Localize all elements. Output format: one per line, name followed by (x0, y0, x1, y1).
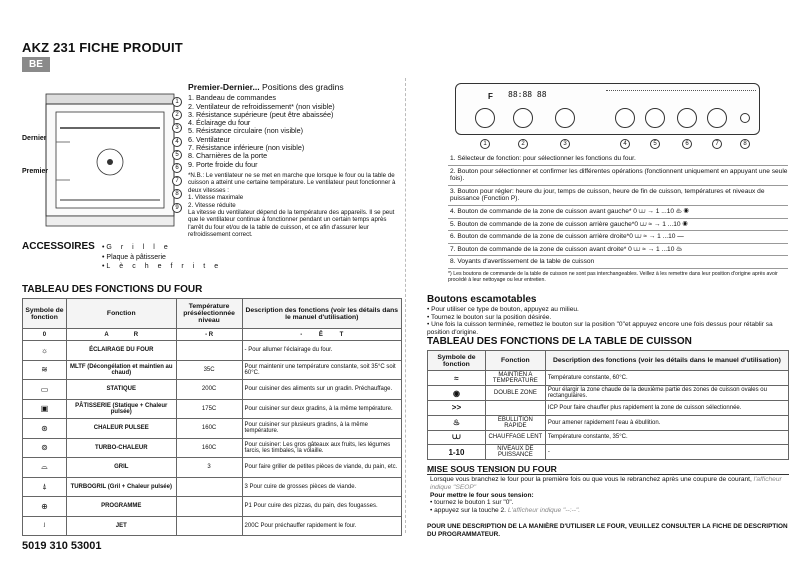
mise-rule (427, 474, 789, 475)
function-description: - Pour allumer l'éclairage du four. (242, 341, 401, 361)
function-description: P1 Pour cuire des pizzas, du pain, des fougasses. (242, 497, 401, 517)
speed-item: 2. Vitesse réduite (188, 201, 236, 209)
slow-heat-icon: ⩊ (452, 432, 461, 442)
boutons-title: Boutons escamotables (427, 294, 537, 305)
boutons-list: • Pour utiliser ce type de bouton, appuyez au milieu. • Tournez le bouton sur la position désirée. • Une fois la cuisson terminée, remettez le bouton sur la position "0"et appuyez encore une fois dessus pour rétablir sa position d'origine. (427, 306, 773, 336)
function-description: Pour cuisiner: Les gros gâteaux aux fruits, les légumes farcis, les timbales, la volaille. (242, 438, 401, 458)
oven-diagram (40, 92, 180, 232)
component-item: 1. Bandeau de commandes (188, 93, 276, 103)
label-dernier: Dernier (22, 135, 47, 142)
accessory-item: Plaque à pâtisserie (106, 253, 166, 261)
knob-number: 3 (560, 139, 570, 149)
table-row (23, 399, 402, 419)
function-name: TURBOGRIL (Gril + Chaleur pulsée) (66, 477, 176, 497)
component-item: 9. Porte froide du four (188, 159, 258, 169)
function-description: Pour cuisiner sur plusieurs gradins, à la même température. (242, 419, 401, 439)
component-item: 6. Ventilateur (188, 134, 230, 144)
function-name: GRIL (66, 458, 176, 478)
knob-5[interactable] (645, 108, 665, 128)
table-row (23, 458, 402, 478)
oven-table-title: TABLEAU DES FONCTIONS DU FOUR (22, 284, 203, 295)
bouton-item: Une fois la cuisson terminée, remettez le bouton sur la position "0"et appuyez encore une fois dessus pour rétablir sa position d'origine. (427, 321, 773, 336)
speed-note: La vitesse du ventilateur dépend de la température des appareils. Il se peut que le ventilateur continue à fonctionner pendant un certain temps après l'arrêt du four et/ou de la table de cuisson, et ce afin d'assurer leur refroidissement correct. (188, 209, 395, 239)
function-description: Température constante, 35°C. (545, 430, 788, 445)
component-list (188, 94, 400, 169)
positions-heading: Premier-Dernier... Positions des gradins (188, 82, 344, 92)
function-name: STATIQUE (66, 380, 176, 400)
warm-icon: ≈ (454, 373, 459, 383)
function-description: Pour faire griller de petites pièces de viande, du pain, etc. (242, 458, 401, 478)
function-description: Température constante, 60°C. (545, 371, 788, 386)
marker-7: 7 (172, 176, 182, 186)
boil-icon: ♨ (452, 418, 461, 427)
accessories-list: • Grille • Plaque à pâtisserie • Lèchefrite (102, 244, 228, 270)
document-code: 5019 310 53001 (22, 540, 102, 552)
country-badge: BE (22, 57, 50, 72)
function-name: PÂTISSERIE (Statique + Chaleur pulsée) (66, 399, 176, 419)
function-description: Pour maintenir une température constante, soit 35°C soit 60°C. (242, 360, 401, 380)
function-name: JET (66, 516, 176, 536)
function-description: ICP Pour faire chauffer plus rapidement la zone de cuisson sélectionnée. (545, 401, 788, 416)
display-letter: F (488, 92, 493, 101)
function-temp (176, 477, 242, 497)
bottom-note: POUR UNE DESCRIPTION DE LA MANIÈRE D'UTILISER LE FOUR, VEUILLEZ CONSULTER LA FICHE DE DESCRIPTION DU PROGRAMMATEUR. (427, 523, 788, 538)
keep-warm-icon: ≋ (41, 365, 48, 375)
knob-row (455, 103, 760, 151)
table-row (428, 371, 789, 386)
marker-6: 6 (172, 163, 182, 173)
column-divider (405, 78, 406, 533)
marker-9: 9 (172, 203, 182, 213)
table-row (23, 419, 402, 439)
knob-4[interactable] (615, 108, 635, 128)
mise-subtitle: Pour mettre le four sous tension: (430, 491, 534, 499)
pastry-icon: ▣ (40, 404, 49, 414)
function-temp (176, 341, 242, 361)
function-name: NIVEAUX DE PUISSANCE (485, 445, 545, 460)
oven-functions-table (22, 298, 402, 536)
hob-indicators (606, 90, 756, 100)
table-row (428, 415, 789, 430)
function-name: EBULLITION RAPIDE (485, 415, 545, 430)
function-name: PROGRAMME (66, 497, 176, 517)
table-row (23, 438, 402, 458)
static-icon: ▭ (40, 384, 49, 394)
knob-number: 5 (650, 139, 660, 149)
table-row (23, 360, 402, 380)
knob-7[interactable] (707, 108, 727, 128)
marker-5: 5 (172, 150, 182, 160)
table-row (23, 341, 402, 361)
double-zone-icon: ◉ (452, 388, 460, 398)
positions-block (188, 83, 400, 239)
knob-8[interactable] (740, 113, 750, 123)
component-item: 7. Résistance inférieure (non visible) (188, 143, 305, 153)
knob-number: 6 (682, 139, 692, 149)
function-temp (176, 497, 242, 517)
component-item: 3. Résistance supérieure (peut être abaissée) (188, 109, 334, 119)
turbo-icon: ⊚ (41, 443, 48, 453)
col-description: Description des fonctions (voir les détails dans le manuel d'utilisation) (242, 299, 401, 329)
table-row (428, 430, 789, 445)
col-function: Fonction (485, 351, 545, 371)
table-row (23, 516, 402, 536)
light-icon: ☼ (40, 345, 49, 355)
knob-number: 1 (480, 139, 490, 149)
page-title: AKZ 231 FICHE PRODUIT (22, 40, 183, 55)
function-description: Pour cuisiner des aliments sur un gradin. Préchauffage. (242, 380, 401, 400)
function-description: Pour élargir la zone chaude de la deuxième partie des zones de cuisson ovales ou rectangulaires. (545, 386, 788, 401)
function-name (485, 401, 545, 416)
oven-markers (172, 97, 184, 217)
knob-1[interactable] (475, 108, 495, 128)
hob-table-title: TABLEAU DES FONCTIONS DE LA TABLE DE CUISSON (427, 336, 692, 347)
marker-8: 8 (172, 189, 182, 199)
control-item: 5. Bouton de commande de la zone de cuisson arrière gauche*0 ⩊ ≈ → 1 ...10 ◉ (448, 219, 788, 232)
function-description: 3 Pour cuire de grosses pièces de viande. (242, 477, 401, 497)
function-description: 200C Pour préchauffer rapidement le four. (242, 516, 401, 536)
control-item: 3. Bouton pour régler: heure du jour, temps de cuisson, heure de fin de cuisson, températures et niveaux de puissance (Fonction P). (448, 186, 788, 206)
accessories-title: ACCESSOIRES (22, 241, 95, 252)
component-item: 5. Résistance circulaire (non visible) (188, 126, 304, 136)
label-premier: Premier (22, 168, 49, 175)
table-row (23, 477, 402, 497)
accessory-item: Grille (106, 244, 177, 251)
mise-title: MISE SOUS TENSION DU FOUR (427, 464, 557, 474)
speed-item: 1. Vitesse maximale (188, 194, 244, 202)
function-description: Pour amener rapidement l'eau à ébullition. (545, 415, 788, 430)
control-item: 1. Sélecteur de fonction: pour sélectionner les fonctions du four. (448, 153, 788, 166)
table-row (428, 386, 789, 401)
col-function: Fonction (66, 299, 176, 329)
function-description: Pour cuisiner sur deux gradins, à la même température. (242, 399, 401, 419)
col-temperature: Température présélectionnée niveau (176, 299, 242, 329)
component-item: 8. Charnières de la porte (188, 151, 268, 161)
knob-number: 7 (712, 139, 722, 149)
mise-step: appuyez sur la touche 2. (434, 507, 506, 515)
function-temp: 175C (176, 399, 242, 419)
mise-step: tournez le bouton 1 sur "0". (434, 499, 514, 507)
control-strip (46, 94, 174, 104)
function-temp: 35C (176, 360, 242, 380)
function-temp: 200C (176, 380, 242, 400)
knob-number: 2 (518, 139, 528, 149)
hob-functions-table (427, 350, 789, 460)
function-name: TURBO-CHALEUR (66, 438, 176, 458)
clock-display: 88:88 88 (508, 90, 547, 99)
col-description: Description des fonctions (voir les détails dans le manuel d'utilisation) (545, 351, 788, 371)
mise-body: Lorsque vous branchez le four pour la première fois ou que vous le rebranchez après une coupure de courant, l'afficheur indique "SEOP" Pour mettre le four sous tension: • tournez le bouton 1 sur "0". • appuyez sur la touche 2. L'afficheur indique "--:--". (430, 476, 785, 515)
table-row (23, 380, 402, 400)
fan-note: *N.B.: Le ventilateur ne se met en marche que lorsque le four ou la table de cuisson a atteint une certaine température. Le ventilateur peut fonctionner à deux vitesses : (188, 171, 396, 194)
marker-1: 1 (172, 97, 182, 107)
bouton-item: Pour utiliser ce type de bouton, appuyez au milieu. (431, 306, 579, 313)
marker-2: 2 (172, 110, 182, 120)
accessory-item: Lèchefrite (106, 263, 228, 270)
control-item: 6. Bouton de commande de la zone de cuisson arrière droite*0 ⩊ ≈ → 1 ...10 ━ (448, 231, 788, 244)
col-symbol: Symbole de fonction (428, 351, 486, 371)
function-name: DOUBLE ZONE (485, 386, 545, 401)
control-item: 2. Bouton pour sélectionner et confirmer les différentes opérations (fonctionnent uniquement en appuyant une seule fois). (448, 166, 788, 186)
control-item: 4. Bouton de commande de la zone de cuisson avant gauche* 0 ⩊ → 1 ...10 ♨ ◉ (448, 206, 788, 219)
component-item: 2. Ventilateur de refroidissement* (non visible) (188, 101, 335, 111)
function-description: - (545, 445, 788, 460)
table-subheader: 0 A R - R - Ê T (23, 329, 402, 341)
controls-note: *) Les boutons de commande de la table de cuisson ne sont pas interchangeables. Veillez à les remettre dans leur position d'origine après avoir procédé à leur nettoyage ou leur entretien. (448, 270, 778, 284)
fan-icon: ⊛ (41, 423, 48, 433)
knob-6[interactable] (677, 108, 697, 128)
function-name: CHAUFFAGE LENT (485, 430, 545, 445)
power-levels-icon: 1-10 (448, 447, 465, 457)
icp-icon: >> (451, 403, 462, 413)
function-temp (176, 516, 242, 536)
control-item: 8. Voyants d'avertissement de la table de cuisson (448, 256, 788, 269)
col-symbol: Symbole de fonction (23, 299, 67, 329)
control-item: 7. Bouton de commande de la zone de cuisson avant droite* 0 ⩊ ≈ → 1 ...10 ♨ (448, 244, 788, 257)
function-temp: 160C (176, 438, 242, 458)
turbogril-icon: ⍋ (42, 481, 47, 491)
table-row (428, 401, 789, 416)
function-name: CHALEUR PULSEE (66, 419, 176, 439)
function-name: MLTF (Décongélation et maintien au chaud) (66, 360, 176, 380)
jet-icon: ʲ (43, 521, 46, 531)
table-row (428, 445, 789, 460)
table-row (23, 497, 402, 517)
function-name: ÉCLAIRAGE DU FOUR (66, 341, 176, 361)
controls-list (448, 153, 788, 283)
function-temp: 3 (176, 458, 242, 478)
component-item: 4. Éclairage du four (188, 118, 251, 128)
knob-number: 4 (620, 139, 630, 149)
function-name: MAINTIEN A TEMPERATURE (485, 371, 545, 386)
bouton-item: Tournez le bouton sur la position désirée. (431, 313, 552, 321)
function-temp: 160C (176, 419, 242, 439)
knob-number: 8 (740, 139, 750, 149)
program-icon: ⊕ (41, 501, 48, 511)
knob-2[interactable] (513, 108, 533, 128)
grill-icon: ⌓ (41, 462, 48, 472)
knob-3[interactable] (555, 108, 575, 128)
marker-4: 4 (172, 137, 182, 147)
marker-3: 3 (172, 123, 182, 133)
oven-door (46, 216, 174, 226)
